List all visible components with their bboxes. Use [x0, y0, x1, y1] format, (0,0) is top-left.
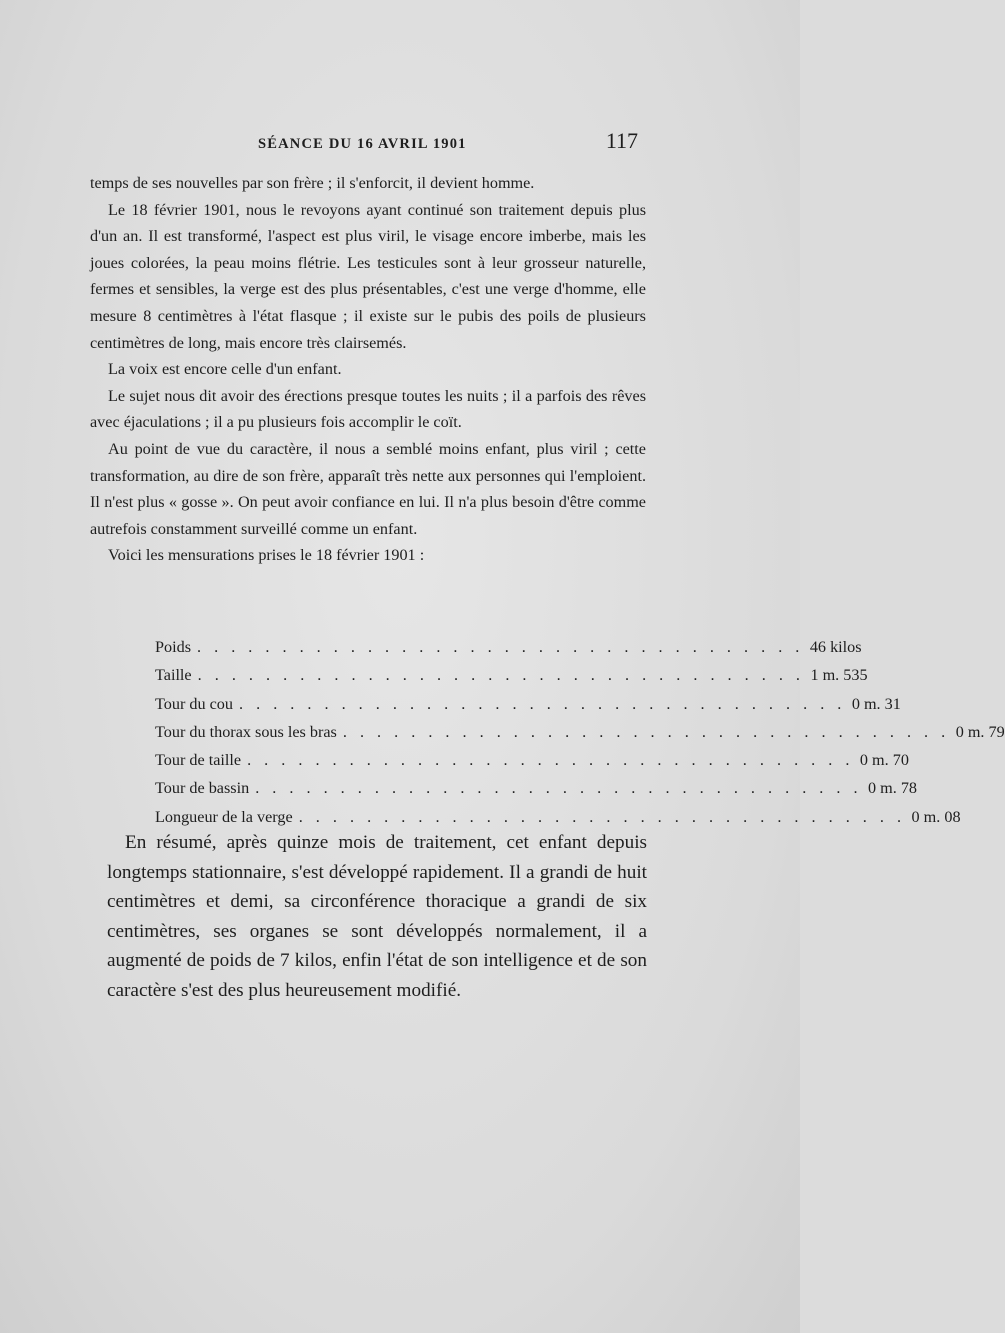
measurement-label: Tour de taille [155, 751, 242, 770]
leader-dots: . . . . . . . . . . . . . . . . . . . . . . . . . . . . . . . . . . . . [247, 751, 854, 770]
measurement-value: 46 kilos [809, 638, 862, 656]
leader-dots: . . . . . . . . . . . . . . . . . . . . . . . . . . . . . . . . . . . . [255, 779, 863, 798]
page-number: 117 [605, 128, 638, 153]
measurement-label: Taille [155, 666, 192, 685]
measurement-row [155, 774, 918, 802]
page-header [90, 128, 642, 158]
measurement-row [155, 661, 868, 689]
measurement-label: Tour du thorax sous les bras [155, 722, 337, 741]
measurement-row [155, 803, 961, 831]
leader-dots: . . . . . . . . . . . . . . . . . . . . . . . . . . . . . . . . . . . . [342, 722, 950, 741]
measurement-label: Tour du cou [155, 694, 233, 713]
measurement-label: Longueur de la verge [155, 807, 293, 826]
paragraph: Voici les mensurations prises le 18 février 1901 : [108, 546, 425, 565]
measurement-value: 1 m. 535 [810, 666, 868, 685]
measurement-row [155, 718, 1005, 746]
measurement-label: Poids [155, 638, 191, 656]
body-text [90, 170, 646, 569]
summary-paragraph: En résumé, après quinze mois de traitement, cet enfant depuis longtemps stationnaire, s'est développé rapidement. Il a grandi de huit centimètres et demi, sa circonférence thoracique a grandi de six centimètres, ses organes se sont développés normalement, il a augmenté de poids de 7 kilos, enfin l'état de son intelligence et de son caractère s'est des plus heureusement modifié. [107, 832, 647, 1001]
measurement-label: Tour de bassin [155, 779, 250, 798]
leader-dots: . . . . . . . . . . . . . . . . . . . . . . . . . . . . . . . . . . . . [298, 807, 906, 826]
leader-dots: . . . . . . . . . . . . . . . . . . . . . . . . . . . . . . . . . . . . [197, 638, 804, 656]
paragraph: Le 18 février 1901, nous le revoyons ayant continué son traitement depuis plus d'un an. Il est transformé, l'aspect est plus viril, le visage encore imberbe, mais les joues colorées, la peau moins flétrie. Les testicules sont à leur grosseur naturelle, fermes et sensibles, la verge est des plus présentables, c'est une verge d'homme, elle mesure 8 centimètres à l'état flasque ; il existe sur le pubis des poils de plusieurs centimètres de long, mais encore très clairsemés. [90, 200, 646, 352]
measurement-value: 0 m. 78 [868, 779, 918, 798]
paragraph: Au point de vue du caractère, il nous a semblé moins enfant, plus viril ; cette transformation, au dire de son frère, apparaît très nette aux personnes qui l'emploient. Il n'est plus « gosse ». On peut avoir confiance en lui. Il n'a plus besoin d'être comme autrefois constamment surveillé comme un enfant. [90, 439, 646, 538]
measurement-value: 0 m. 08 [911, 807, 961, 826]
measurements-table [155, 633, 1005, 831]
paragraph: Le sujet nous dit avoir des érections presque toutes les nuits ; il a parfois des rêves avec éjaculations ; il a pu plusieurs fois accomplir le coït. [90, 386, 646, 432]
measurement-value: 0 m. 79 [955, 722, 1005, 741]
paragraph: temps de ses nouvelles par son frère ; il s'enforcit, il devient homme. [90, 174, 535, 192]
measurement-value: 0 m. 70 [859, 751, 909, 770]
measurement-row [155, 633, 862, 661]
running-title: SÉANCE DU 16 AVRIL 1901 [258, 136, 467, 152]
measurement-row [155, 690, 901, 718]
measurement-value: 0 m. 31 [851, 694, 901, 713]
summary-section [107, 828, 647, 1006]
leader-dots: . . . . . . . . . . . . . . . . . . . . . . . . . . . . . . . . . . . . [197, 666, 805, 685]
paragraph: La voix est encore celle d'un enfant. [108, 360, 342, 379]
measurement-row [155, 746, 909, 774]
leader-dots: . . . . . . . . . . . . . . . . . . . . . . . . . . . . . . . . . . . . [239, 694, 846, 713]
